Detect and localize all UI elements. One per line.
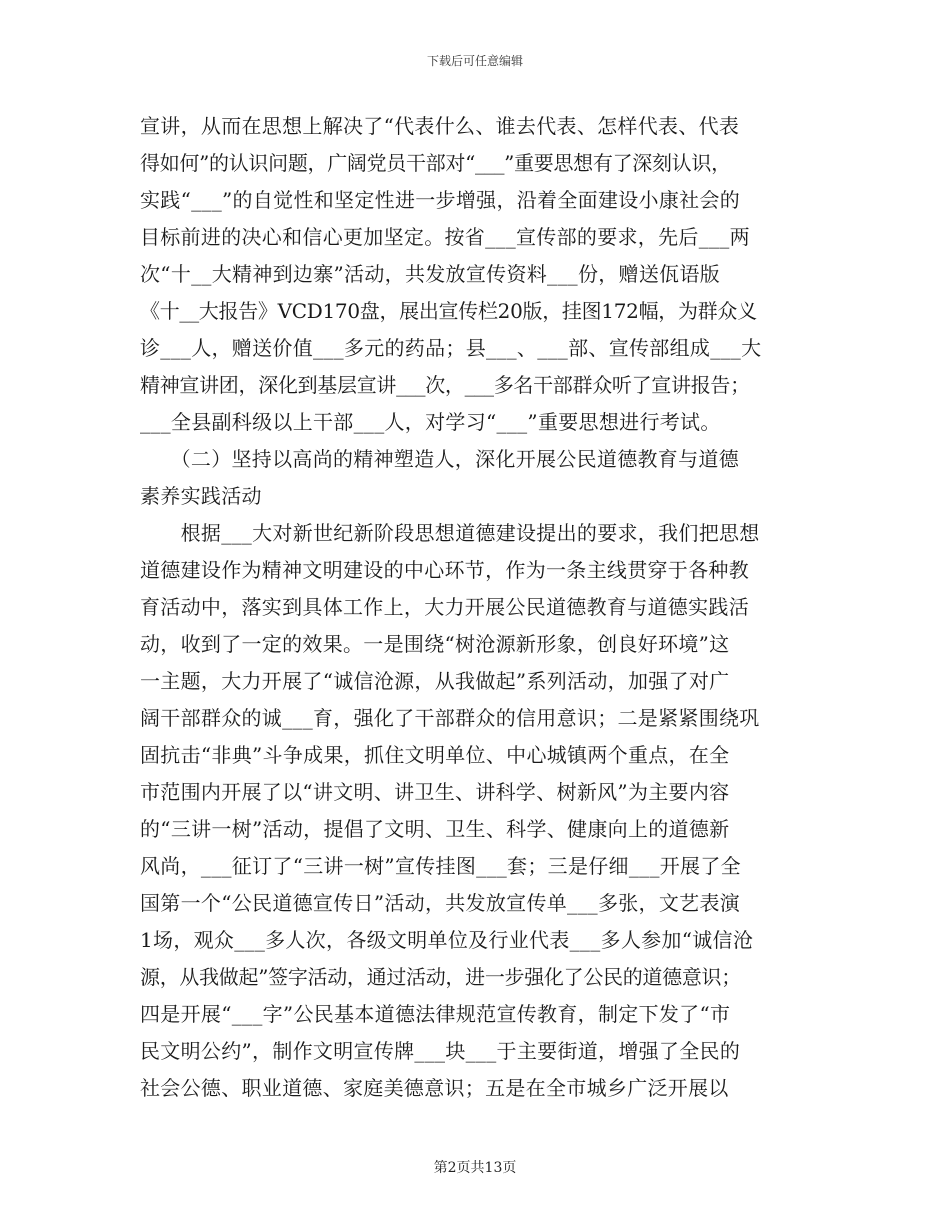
body-text	[140, 108, 812, 1107]
text-line: 诊___人，赠送价值___多元的药品；县___、___部、宣传部组成___大	[140, 336, 762, 360]
text-line: 民文明公约”，制作文明宣传牌___块___于主要街道，增强了全民的	[140, 1039, 741, 1063]
page-footer: 第2页共13页	[433, 1160, 517, 1176]
text-line: 源，从我做起”签字活动，通过活动，进一步强化了公民的道德意识；	[140, 965, 741, 989]
text-line: 次“十__大精神到边寨”活动，共发放宣传资料___份，赠送佤语版	[140, 262, 721, 286]
section-heading: 素养实践活动	[140, 484, 262, 508]
text-line: 得如何”的认识问题，广阔党员干部对“___”重要思想有了深刻认识，	[140, 151, 731, 175]
text-line: 道德建设作为精神文明建设的中心环节，作为一条主线贯穿于各种教	[140, 558, 749, 582]
text-line: 四是开展“___字”公民基本道德法律规范宣传教育，制定下发了“市	[140, 1002, 731, 1026]
text-line: 阔干部群众的诚___育，强化了干部群众的信用意识；二是紧紧围绕巩	[140, 706, 760, 730]
text-line: 动，收到了一定的效果。一是围绕“树沧源新形象，创良好环境”这	[140, 632, 730, 656]
text-line: 风尚，___征订了“三讲一树”宣传挂图___套；三是仔细___开展了全	[140, 854, 741, 878]
text-line: 根据___大对新世纪新阶段思想道德建设提出的要求，我们把思想	[140, 521, 760, 545]
text-line: 实践“___”的自觉性和坚定性进一步增强，沿着全面建设小康社会的	[140, 188, 741, 212]
text-line: 1场，观众___多人次，各级文明单位及行业代表___多人参加“诚信沧	[140, 928, 754, 952]
section-heading: （二）坚持以高尚的精神塑造人，深化开展公民道德教育与道德	[140, 447, 739, 471]
text-line: 市范围内开展了以“讲文明、讲卫生、讲科学、树新风”为主要内容	[140, 780, 730, 804]
text-line: 固抗击“非典”斗争成果，抓住文明单位、中心城镇两个重点，在全	[140, 743, 730, 767]
text-line: 国第一个“公民道德宣传日”活动，共发放宣传单___多张，文艺表演	[140, 891, 741, 915]
text-line: 的“三讲一树”活动，提倡了文明、卫生、科学、健康向上的道德新	[140, 817, 730, 841]
text-line: 宣讲，从而在思想上解决了“代表什么、谁去代表、怎样代表、代表	[140, 114, 740, 138]
text-line: 社会公德、职业道德、家庭美德意识；五是在全市城乡广泛开展以	[140, 1076, 729, 1100]
text-line: 育活动中，落实到具体工作上，大力开展公民道德教育与道德实践活	[140, 595, 749, 619]
page-header: 下载后可任意编辑	[426, 54, 523, 68]
text-line: 目标前进的决心和信心更加坚定。按省___宣传部的要求，先后___两	[140, 225, 750, 249]
text-line: ___全县副科级以上干部___人，对学习“___”重要思想进行考试。	[140, 410, 721, 434]
text-line: 精神宣讲团，深化到基层宣讲___次，___多名干部群众听了宣讲报告；	[140, 373, 750, 397]
text-line: 《十__大报告》VCD170盘，展出宣传栏20版，挂图172幅，为群众义	[140, 299, 757, 323]
text-line: 一主题，大力开展了“诚信沧源，从我做起”系列活动，加强了对广	[140, 669, 730, 693]
